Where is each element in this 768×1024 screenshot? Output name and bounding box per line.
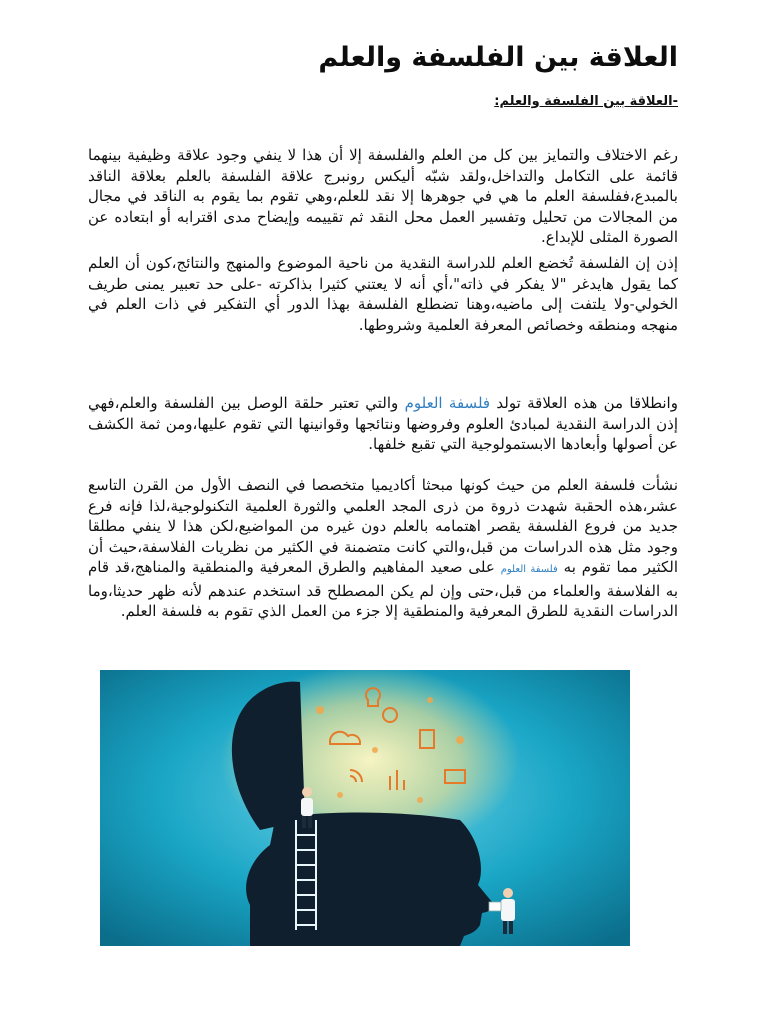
paragraph-3 [88, 393, 678, 455]
paragraph-4-text-start: نشأت فلسفة العلم من حيث كونها مبحثا أكاديميا متخصصا في النصف الأول من القرن التاسع عشر،هذه الحقبة شهدت ذروة من ذرى المجد العلمي والثورة العلمية التكنولوجية،لذا فإنه فرع جديد من فروع الفلسفة يقصر اهتمامه بالعلم دون غيره من المواضيع،لكن هذا لا ينفي مطلقا وجود مثل هذه الدراسات من قبل،والتي كانت متضمنة في الكثير من نظريات الفلاسفة،حيث أن الكثير مما تقوم به [88, 476, 678, 576]
paragraph-4-text-end: على صعيد المفاهيم والطرق المعرفية والمنطقية والمناهج،قد قام به الفلاسفة والعلماء من قبل،حتى وإن لم يكن المصطلح قد استخدم عندهم لأنه ظهر حديثا،وما الدراسات النقدية للطرق المعرفية والمنطقية إلا جزء من العمل الذي تقوم به فلسفة العلم. [88, 558, 678, 620]
head-silhouette [246, 813, 492, 947]
paragraph-3-text-end: والتي تعتبر حلقة الوصل بين الفلسفة والعلم،فهي إذن الدراسة النقدية لمبادئ العلوم وفروضها ونتائجها وقوانينها التي تقوم عليها،ومن ثمة الكشف عن أصولها وأبعادها الابستمولوجية التي تقبع خلفها. [88, 394, 678, 453]
philosophy-of-science-link-small[interactable]: فلسفة العلوم [500, 564, 558, 575]
paragraph-3-text-start: وانطلاقا من هذه العلاقة تولد [490, 394, 678, 412]
paragraph-2: إذن إن الفلسفة تُخضع العلم للدراسة النقدية من ناحية الموضوع والمنهج والنتائج،كون أن العلم كما يقول هايدغر "لا يفكر في ذاته"،أي أنه لا يعتني كثيرا بذاكرته -على حد تعبير يمنى طريف الخولي-ولا يلتفت إلى ماضيه،وهنا تضطلع الفلسفة بهذا الدور أي التفكير في ذات العلم في منهجه ومنطقه وخصائص المعرفة العلمية وشروطها. [88, 254, 678, 334]
paragraph-1: رغم الاختلاف والتمايز بين كل من العلم والفلسفة إلا أن هذا لا ينفي وجود علاقة وظيفية بينهما قائمة على التكامل والتداخل،ولقد شبّه أليكس رونبرج علاقة الفلسفة بالعلم بعلاقة الناقد بالمبدع،ففلسفة العلم ما هي في جوهرها إلا نقد للعلم،وهي تقوم بما يقوم به الناقد في مجال من المجالات من تحليل وتفسير العمل محل النقد ثم تقييمه وإيضاح مدى اقترابه أو ابتعاده عن الصورة المثلى للإبداع. [88, 146, 678, 246]
illustration-head-ideas [100, 670, 630, 946]
philosophy-of-science-link[interactable]: فلسفة العلوم [404, 394, 491, 412]
section-heading: -العلاقة بين الفلسفة والعلم: [494, 94, 678, 109]
page-title: العلاقة بين الفلسفة والعلم [318, 42, 678, 73]
paragraph-4 [88, 475, 678, 622]
illustration-svg [100, 670, 630, 946]
